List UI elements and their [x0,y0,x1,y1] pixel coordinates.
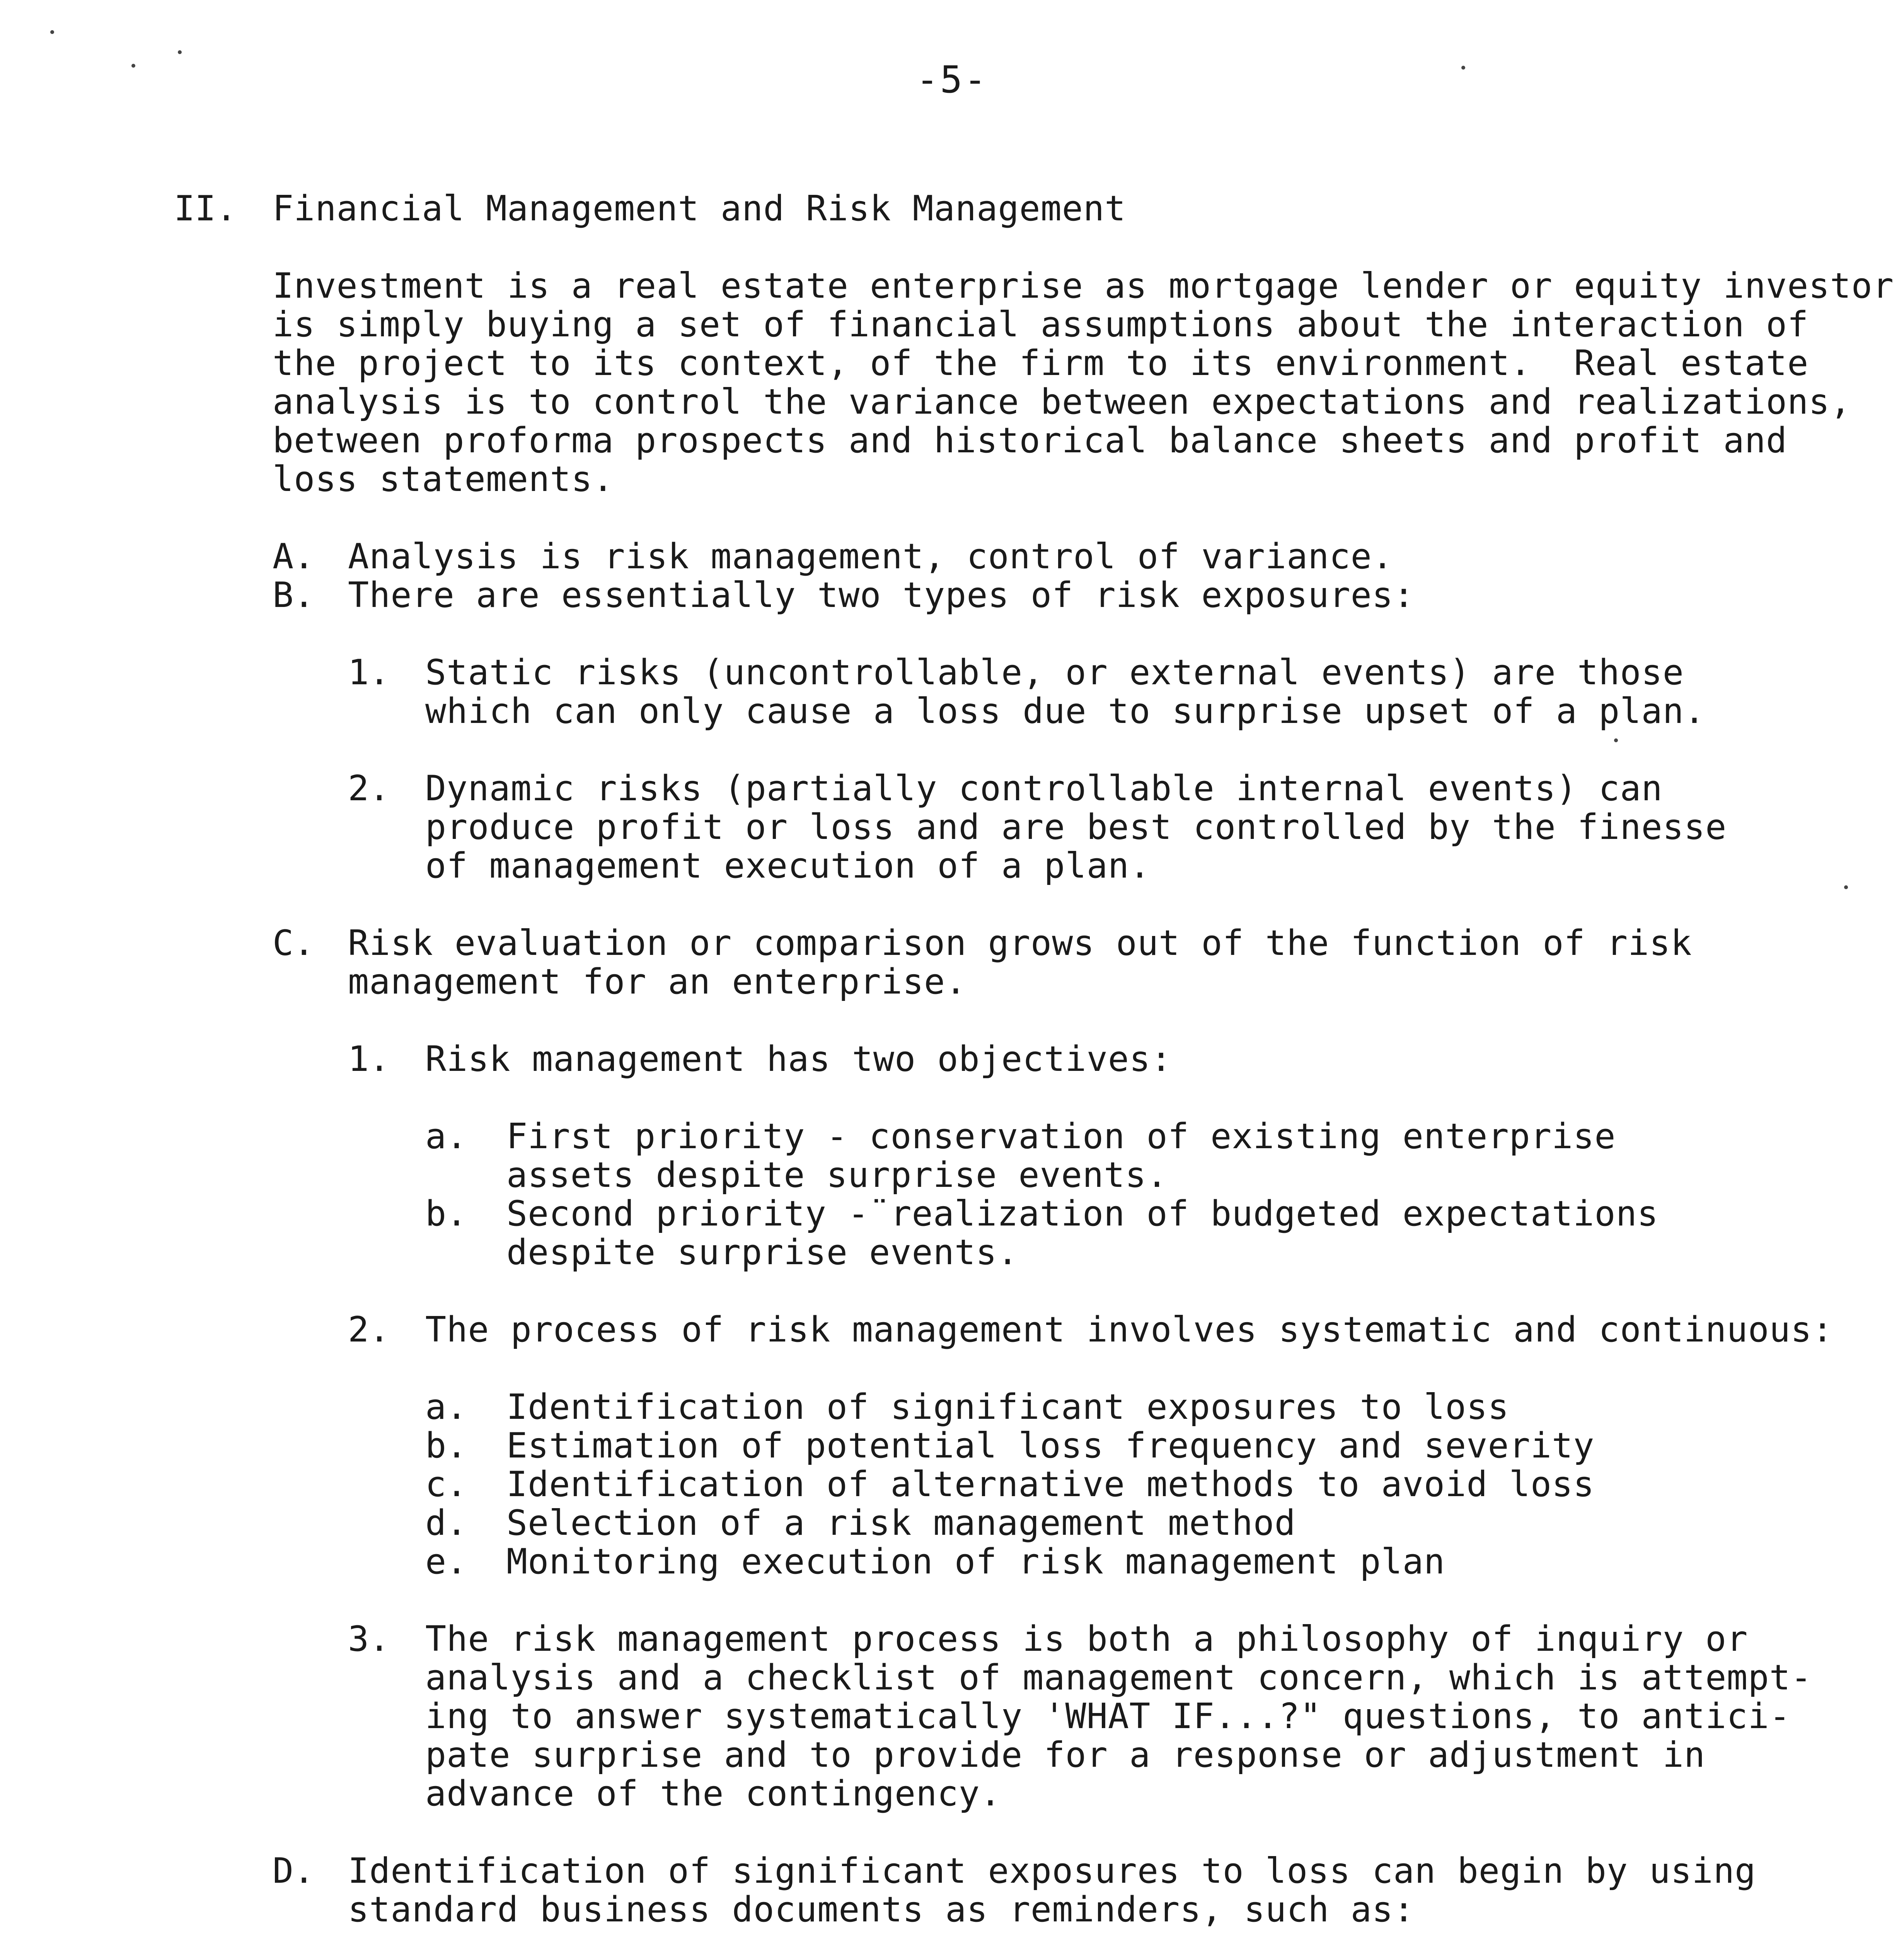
intro-line: Investment is a real estate enterprise as mortgage lender or equity investor [273,266,1894,306]
item-C-line: Risk evaluation or comparison grows out of the function of risk [348,923,1692,963]
item-C2-text: The process of risk management involves systematic and continuous: [425,1309,1834,1350]
item-C2a-marker: a. [425,1387,467,1427]
item-C2a-text: Identification of significant exposures to loss [506,1387,1509,1427]
item-A-marker: A. [273,536,315,577]
item-B-marker: B. [273,575,315,615]
intro-line: loss statements. [273,459,614,499]
item-C3-line: ing to answer systematically 'WHAT IF...?" questions, to antici- [425,1696,1791,1737]
item-B2-line: produce profit or loss and are best controlled by the finesse [425,807,1727,847]
item-C3-line: analysis and a checklist of management concern, which is attempt- [425,1657,1812,1698]
item-C-marker: C. [273,923,315,963]
scan-speck [178,50,182,54]
item-B-text: There are essentially two types of risk exposures: [348,575,1415,615]
item-A-text: Analysis is risk management, control of variance. [348,536,1394,577]
item-C2c-text: Identification of alternative methods to avoid loss [506,1464,1595,1505]
item-C2-marker: 2. [348,1309,390,1350]
item-B1-line: which can only cause a loss due to surprise upset of a plan. [425,691,1706,731]
item-C1b-line: Second priority -¨realization of budgeted expectations [506,1193,1659,1234]
item-D-line: standard business documents as reminders, such as: [348,1889,1415,1930]
page-number: -5- [916,58,988,101]
scan-speck [1614,738,1618,742]
intro-line: analysis is to control the variance between expectations and realizations, [273,382,1851,422]
intro-line: the project to its context, of the firm to its environment. Real estate [273,343,1809,384]
intro-line: between proforma prospects and historical balance sheets and profit and [273,420,1788,461]
intro-line: is simply buying a set of financial assumptions about the interaction of [273,304,1809,345]
item-B1-marker: 1. [348,652,390,693]
item-B2-line: Dynamic risks (partially controllable internal events) can [425,768,1663,809]
item-C1a-line: First priority - conservation of existing enterprise [506,1116,1616,1157]
item-D-marker: D. [273,1851,315,1891]
item-C1b-line: despite surprise events. [506,1232,1019,1273]
item-C2d-text: Selection of a risk management method [506,1503,1296,1543]
item-B2-line: of management execution of a plan. [425,845,1151,886]
item-C1-text: Risk management has two objectives: [425,1039,1172,1079]
item-C1b-marker: b. [425,1193,467,1234]
item-C1a-line: assets despite surprise events. [506,1155,1168,1195]
item-D-line: Identification of significant exposures to loss can begin by using [348,1851,1756,1891]
scan-speck [1844,885,1848,889]
item-B2-marker: 2. [348,768,390,809]
item-C2e-marker: e. [425,1541,467,1582]
item-C3-marker: 3. [348,1619,390,1659]
item-C3-line: The risk management process is both a philosophy of inquiry or [425,1619,1748,1659]
item-C1-marker: 1. [348,1039,390,1079]
item-C2c-marker: c. [425,1464,467,1505]
section-marker: II. [174,188,237,229]
scan-speck [50,30,54,34]
item-C-line: management for an enterprise. [348,961,967,1002]
item-C2b-marker: b. [425,1425,467,1466]
item-C3-line: advance of the contingency. [425,1773,1001,1814]
item-C3-line: pate surprise and to provide for a response or adjustment in [425,1735,1706,1775]
section-title: Financial Management and Risk Management [273,188,1126,229]
item-C2b-text: Estimation of potential loss frequency and severity [506,1425,1595,1466]
item-B1-line: Static risks (uncontrollable, or external events) are those [425,652,1684,693]
item-C1a-marker: a. [425,1116,467,1157]
item-C2d-marker: d. [425,1503,467,1543]
item-C2e-text: Monitoring execution of risk management plan [506,1541,1445,1582]
